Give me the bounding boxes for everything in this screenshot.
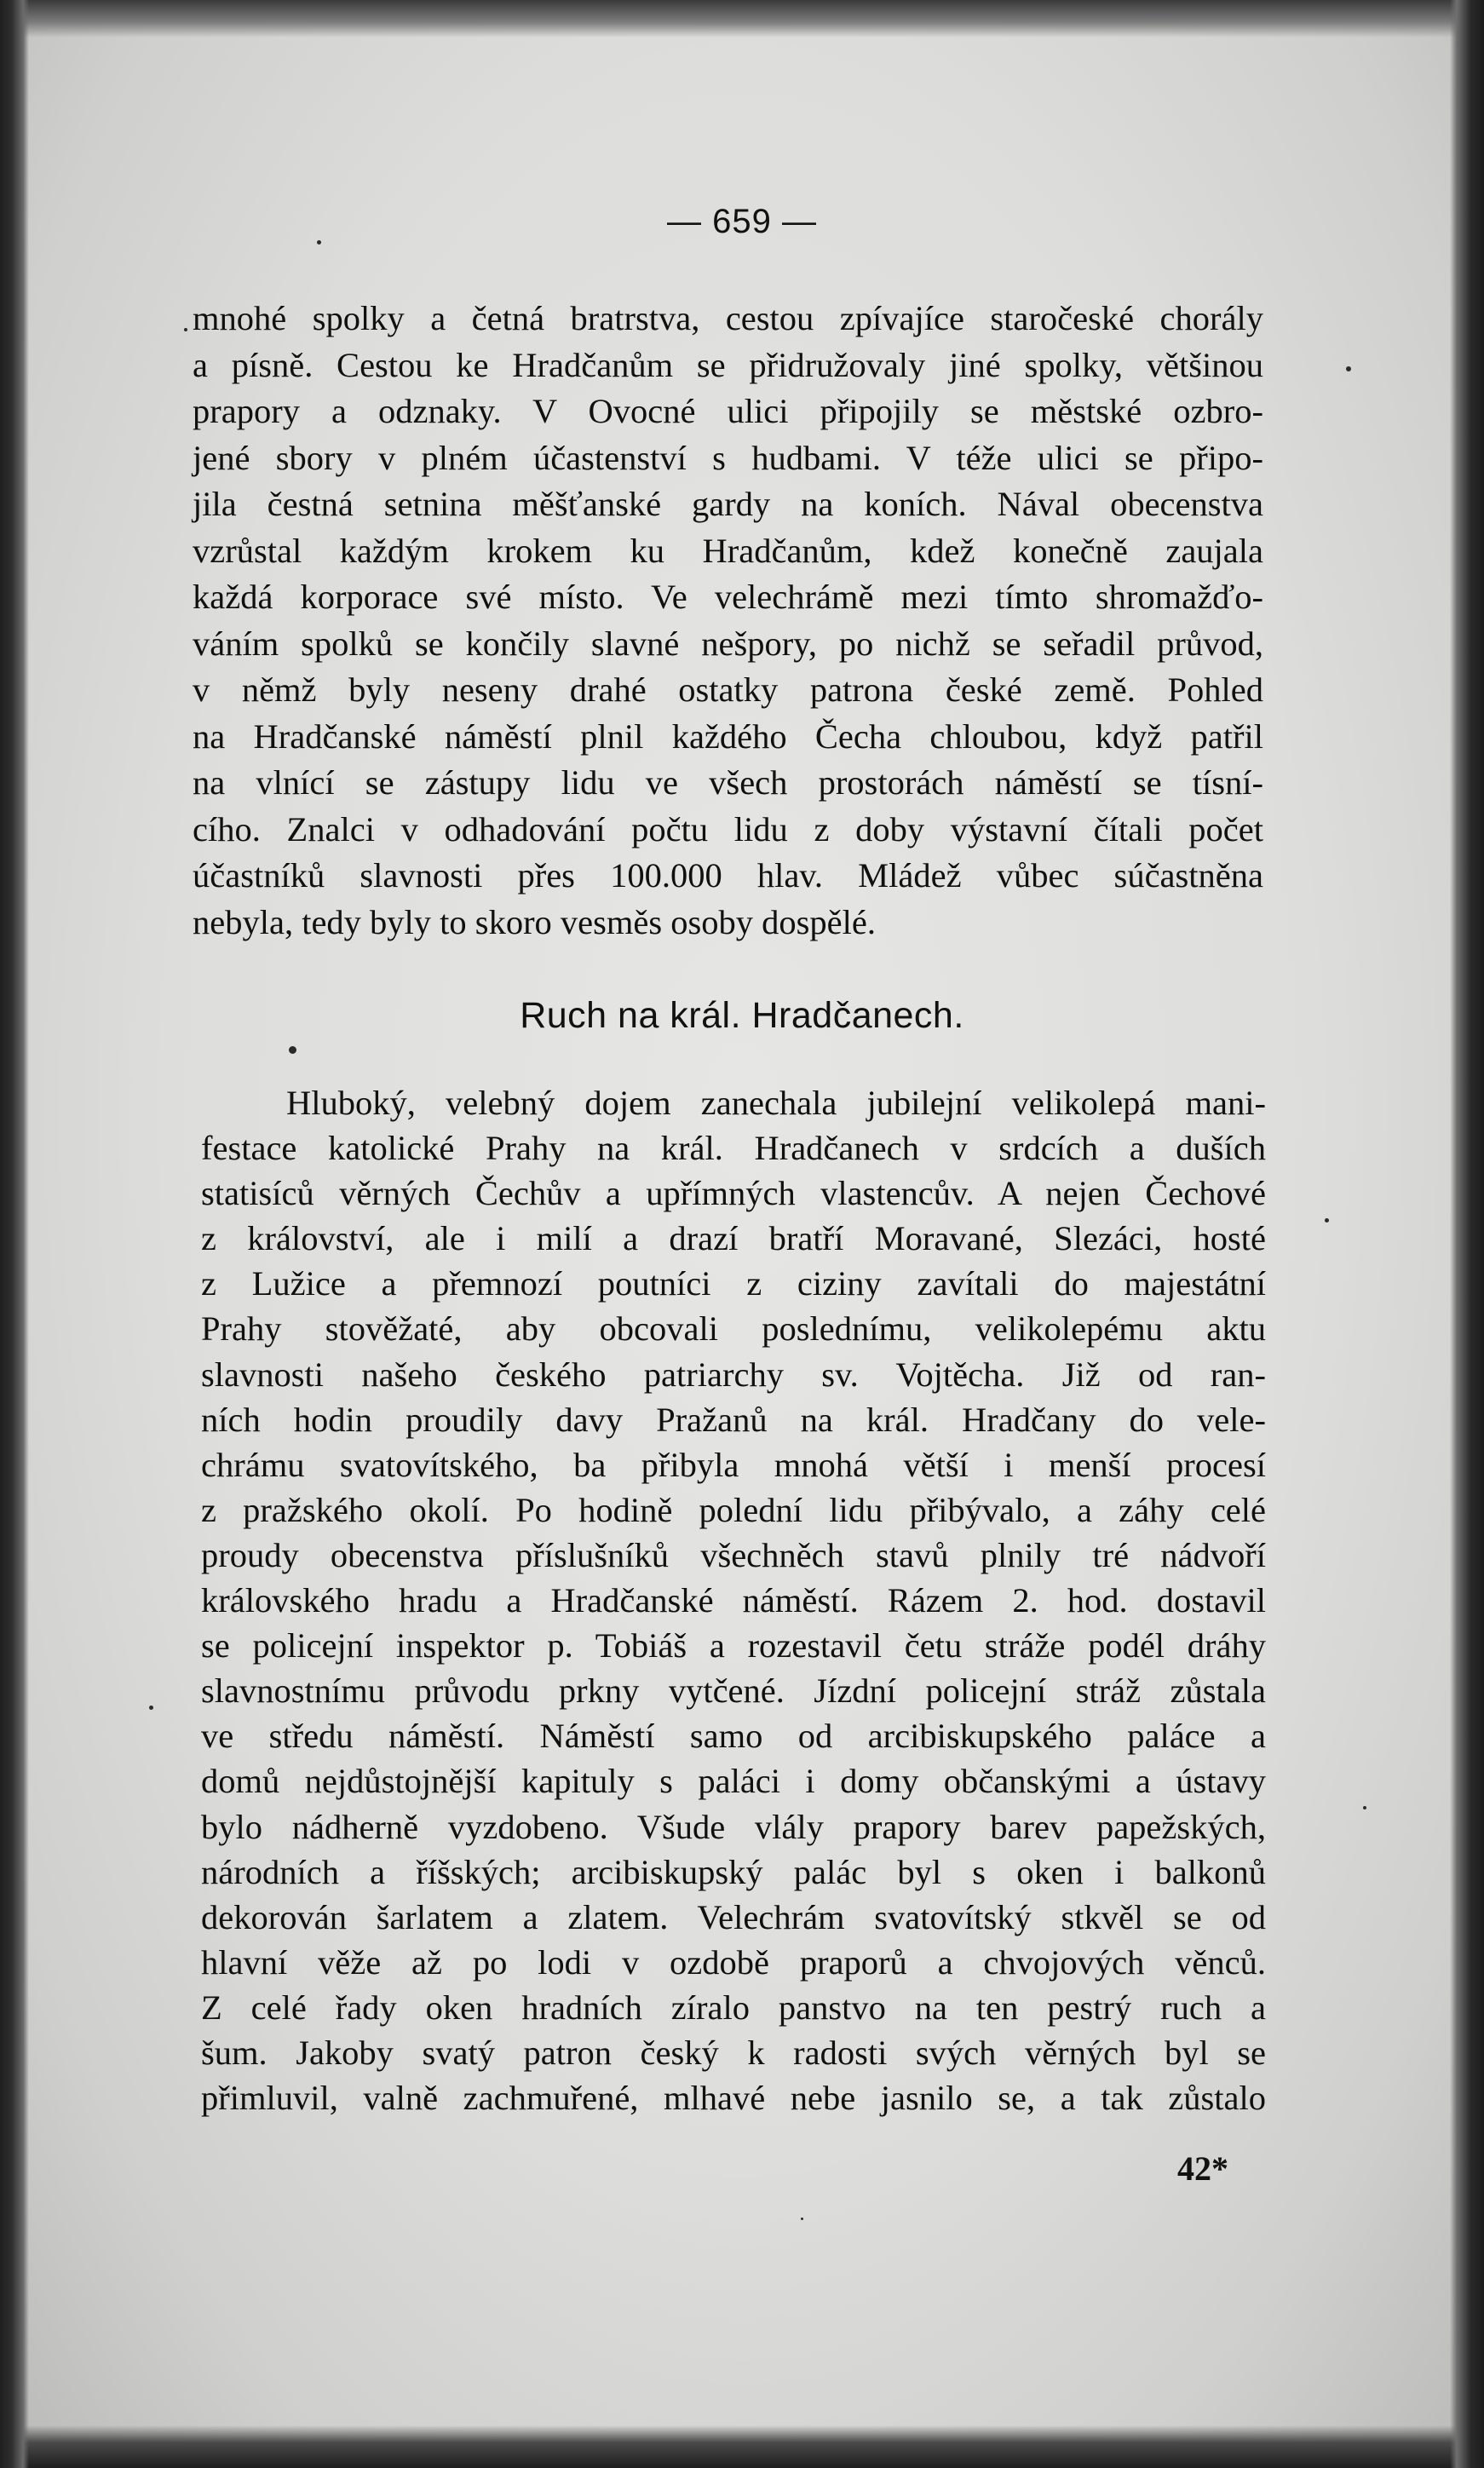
text-line: Z celé řady oken hradních zíralo panstvo na ten pestrý ruch a bbox=[201, 1988, 1266, 2027]
text-line: bylo nádherně vyzdobeno. Všude vlály prapory barev papežských, bbox=[201, 1807, 1266, 1846]
paragraph-2 bbox=[201, 1080, 1266, 2120]
scan-speck bbox=[149, 1706, 153, 1710]
text-line: mnohé spolky a četná bratrstva, cestou zpívajíce staročeské chorály bbox=[193, 299, 1263, 337]
text-line: cího. Znalci v odhadování počtu lidu z doby výstavní čítali počet bbox=[193, 809, 1263, 849]
text-line: prapory a odznaky. V Ovocné ulici připojily se městské ozbro- bbox=[193, 392, 1263, 430]
text-line: Hluboký, velebný dojem zanechala jubilejní velikolepá mani- bbox=[286, 1084, 1266, 1122]
text-line: statisíců věrných Čechův a upřímných vlastencův. A nejen Čechové bbox=[201, 1174, 1266, 1213]
text-line: vzrůstal každým krokem ku Hradčanům, kdež konečně zaujala bbox=[193, 531, 1263, 570]
text-line: chrámu svatovítského, ba přibyla mnohá větší i menší procesí bbox=[201, 1445, 1266, 1484]
text-line: národních a říšských; arcibiskupský palác byl s oken i balkonů bbox=[201, 1852, 1266, 1891]
text-line: nebyla, tedy byly to skoro vesměs osoby dospělé. bbox=[193, 902, 877, 941]
text-line: festace katolické Prahy na král. Hradčanech v srdcích a duších bbox=[201, 1129, 1266, 1168]
text-line: domů nejdůstojnější kapituly s paláci i domy občanskými a ústavy bbox=[201, 1762, 1266, 1801]
text-line: proudy obecenstva příslušníků všechněch stavů plnily tré nádvoří bbox=[201, 1535, 1266, 1574]
scan-speck bbox=[1346, 366, 1351, 371]
text-line: se policejní inspektor p. Tobiáš a rozestavil četu stráže podél dráhy bbox=[201, 1626, 1266, 1665]
scan-edge-top bbox=[0, 0, 1484, 37]
text-line: přimluvil, valně zachmuřené, mlhavé nebe jasnilo se, a tak zůstalo bbox=[201, 2079, 1266, 2118]
text-line: slavnosti našeho českého patriarchy sv. Vojtěcha. Již od ran- bbox=[201, 1355, 1266, 1394]
page-number: — 659 — bbox=[667, 203, 817, 240]
text-line: Prahy stověžaté, aby obcovali poslednímu, velikolepému aktu bbox=[201, 1309, 1266, 1349]
text-line: na vlnící se zástupy lidu ve všech prostorách náměstí se tísní- bbox=[193, 763, 1263, 802]
text-line: jené sbory v plném účastenství s hudbami. V téže ulici se připo- bbox=[193, 438, 1263, 477]
section-heading: Ruch na král. Hradčanech. bbox=[520, 995, 964, 1036]
text-line: v němž byly neseny drahé ostatky patrona české země. Pohled bbox=[193, 670, 1263, 709]
text-line: a písně. Cestou ke Hradčanům se přidružovaly jiné spolky, většinou bbox=[193, 345, 1263, 384]
text-line: slavnostnímu průvodu prkny vytčené. Jízdní policejní stráž zůstala bbox=[201, 1671, 1266, 1711]
text-line: každá korporace své místo. Ve velechrámě mezi tímto shromažďo- bbox=[193, 578, 1263, 616]
paragraph-1 bbox=[193, 296, 1263, 946]
scan-speck bbox=[1363, 1806, 1366, 1809]
text-line: účastníků slavnosti přes 100.000 hlav. Mládež vůbec súčastněna bbox=[193, 856, 1263, 895]
text-line: královského hradu a Hradčanské náměstí. Rázem 2. hod. dostavil bbox=[201, 1581, 1266, 1620]
text-line: z pražského okolí. Po hodině polední lidu přibývalo, a záhy celé bbox=[201, 1490, 1266, 1529]
signature-mark: 42* bbox=[1177, 2149, 1228, 2188]
text-line: ních hodin proudily davy Pražanů na král. Hradčany do vele- bbox=[201, 1400, 1266, 1439]
text-line: na Hradčanské náměstí plnil každého Čecha chloubou, když patřil bbox=[193, 716, 1263, 756]
text-line: z království, ale i milí a drazí bratří Moravané, Slezáci, hosté bbox=[201, 1219, 1266, 1258]
text-line: ve středu náměstí. Náměstí samo od arcibiskupského paláce a bbox=[201, 1717, 1266, 1756]
scan-edge-bottom bbox=[0, 2425, 1484, 2468]
text-line: z Lužice a přemnozí poutníci z ciziny zavítali do majestátní bbox=[201, 1264, 1266, 1303]
text-line: jila čestná setnina měšťanské gardy na koních. Nával obecenstva bbox=[193, 485, 1263, 523]
scan-speck bbox=[801, 2218, 803, 2220]
scan-edge-right bbox=[1450, 0, 1484, 2468]
text-line: váním spolků se končily slavné nešpory, po nichž se seřadil průvod, bbox=[193, 624, 1263, 663]
scan-speck bbox=[1325, 1218, 1329, 1222]
scan-speck bbox=[289, 1046, 296, 1054]
text-line: dekorován šarlatem a zlatem. Velechrám svatovítský stkvěl se od bbox=[201, 1897, 1266, 1936]
scan-speck bbox=[184, 328, 187, 331]
text-line: hlavní věže až po lodi v ozdobě praporů a chvojových věnců. bbox=[201, 1942, 1266, 1982]
text-line: šum. Jakoby svatý patron český k radosti svých věrných byl se bbox=[201, 2033, 1266, 2072]
scan-edge-left bbox=[0, 0, 29, 2468]
